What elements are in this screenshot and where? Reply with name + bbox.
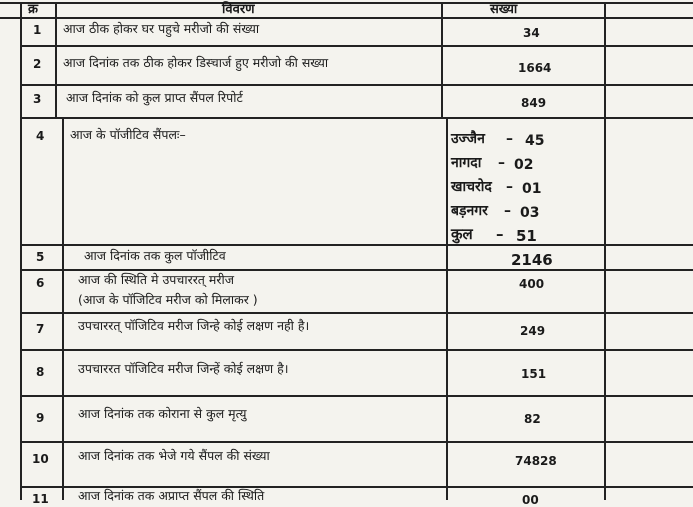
breakdown-total-label: कुल — [451, 225, 473, 243]
table-rule — [0, 17, 693, 19]
table-rule — [20, 84, 693, 86]
table-rule — [441, 2, 443, 117]
table-rule — [604, 2, 606, 500]
row-value: 400 — [519, 277, 545, 291]
row-value: 2146 — [511, 251, 553, 269]
breakdown-total-count: 51 — [516, 227, 537, 245]
breakdown-city: बड़नगर — [451, 203, 488, 219]
row-value: 849 — [521, 96, 547, 110]
breakdown-count: 45 — [525, 133, 545, 149]
row-sn: 10 — [32, 452, 49, 466]
breakdown-dash: – — [506, 179, 513, 195]
row-sn: 11 — [32, 492, 49, 506]
table-rule — [55, 2, 57, 117]
header-count: संख्या — [490, 2, 518, 17]
row-description: आज की स्थिति मे उपचाररत् मरीज — [78, 272, 235, 287]
row-description: आज ठीक होकर घर पहुचे मरीजो की संख्या — [63, 21, 260, 36]
table-rule — [22, 441, 693, 443]
table-rule — [20, 2, 22, 500]
row-sn: 4 — [36, 129, 45, 143]
breakdown-dash: – — [506, 131, 513, 147]
row-description: आज दिनांक को कुल प्राप्त सैंपल रिपोर्ट — [66, 90, 243, 105]
row-description: आज के पॉजीटिव सैंपलः– — [70, 127, 186, 142]
table-rule — [22, 395, 693, 397]
row-description: आज दिनांक तक अप्राप्त सैंपल की स्थिति — [78, 488, 265, 503]
row-description-note: (आज के पॉजिटिव मरीज को मिलाकर ) — [78, 292, 258, 307]
table-rule — [20, 117, 693, 119]
breakdown-city: नागदा — [451, 155, 482, 171]
table-rule — [446, 117, 448, 500]
row-value: 1664 — [518, 61, 552, 75]
table-rule — [22, 312, 693, 314]
header-sn: क्र — [28, 2, 38, 17]
table-rule — [62, 117, 64, 500]
breakdown-city: उज्जैन — [451, 131, 485, 147]
breakdown-dash: – — [498, 155, 505, 171]
row-description: आज दिनांक तक कुल पॉजीटिव — [84, 248, 226, 263]
table-rule — [20, 45, 693, 47]
row-sn: 6 — [36, 276, 45, 290]
row-value: 151 — [521, 367, 547, 381]
row-sn: 9 — [36, 411, 45, 425]
header-description: विवरण — [222, 2, 255, 17]
row-value: 249 — [520, 324, 546, 338]
row-value: 74828 — [515, 454, 557, 468]
row-description: उपचाररत पॉजिटिव मरीज जिन्हें कोई लक्षण है। — [78, 361, 289, 376]
row-description: आज दिनांक तक कोराना से कुल मृत्यु — [78, 406, 247, 421]
row-sn: 1 — [33, 23, 42, 37]
table-rule — [22, 349, 693, 351]
breakdown-dash: – — [496, 225, 504, 243]
row-sn: 3 — [33, 92, 42, 106]
row-value: 34 — [523, 26, 540, 40]
row-description: आज दिनांक तक भेजे गये सैंपल की संख्या — [78, 448, 270, 463]
table-rule — [0, 2, 693, 4]
breakdown-count: 01 — [522, 181, 542, 197]
table-rule — [22, 244, 693, 246]
table-rule — [22, 269, 693, 271]
row-sn: 5 — [36, 250, 45, 264]
row-value: 82 — [524, 412, 541, 426]
row-value: 00 — [522, 493, 539, 507]
row-sn: 2 — [33, 57, 42, 71]
row-sn: 7 — [36, 322, 45, 336]
row-description: उपचाररत् पॉजिटिव मरीज जिन्हे कोई लक्षण नही है। — [78, 318, 310, 333]
row-sn: 8 — [36, 365, 45, 379]
breakdown-dash: – — [504, 203, 511, 219]
breakdown-count: 03 — [520, 205, 540, 221]
row-description: आज दिनांक तक ठीक होकर डिस्चार्ज हुए मरीजो की सख्या — [63, 55, 329, 70]
breakdown-count: 02 — [514, 157, 534, 173]
breakdown-city: खाचरोद — [451, 179, 492, 195]
